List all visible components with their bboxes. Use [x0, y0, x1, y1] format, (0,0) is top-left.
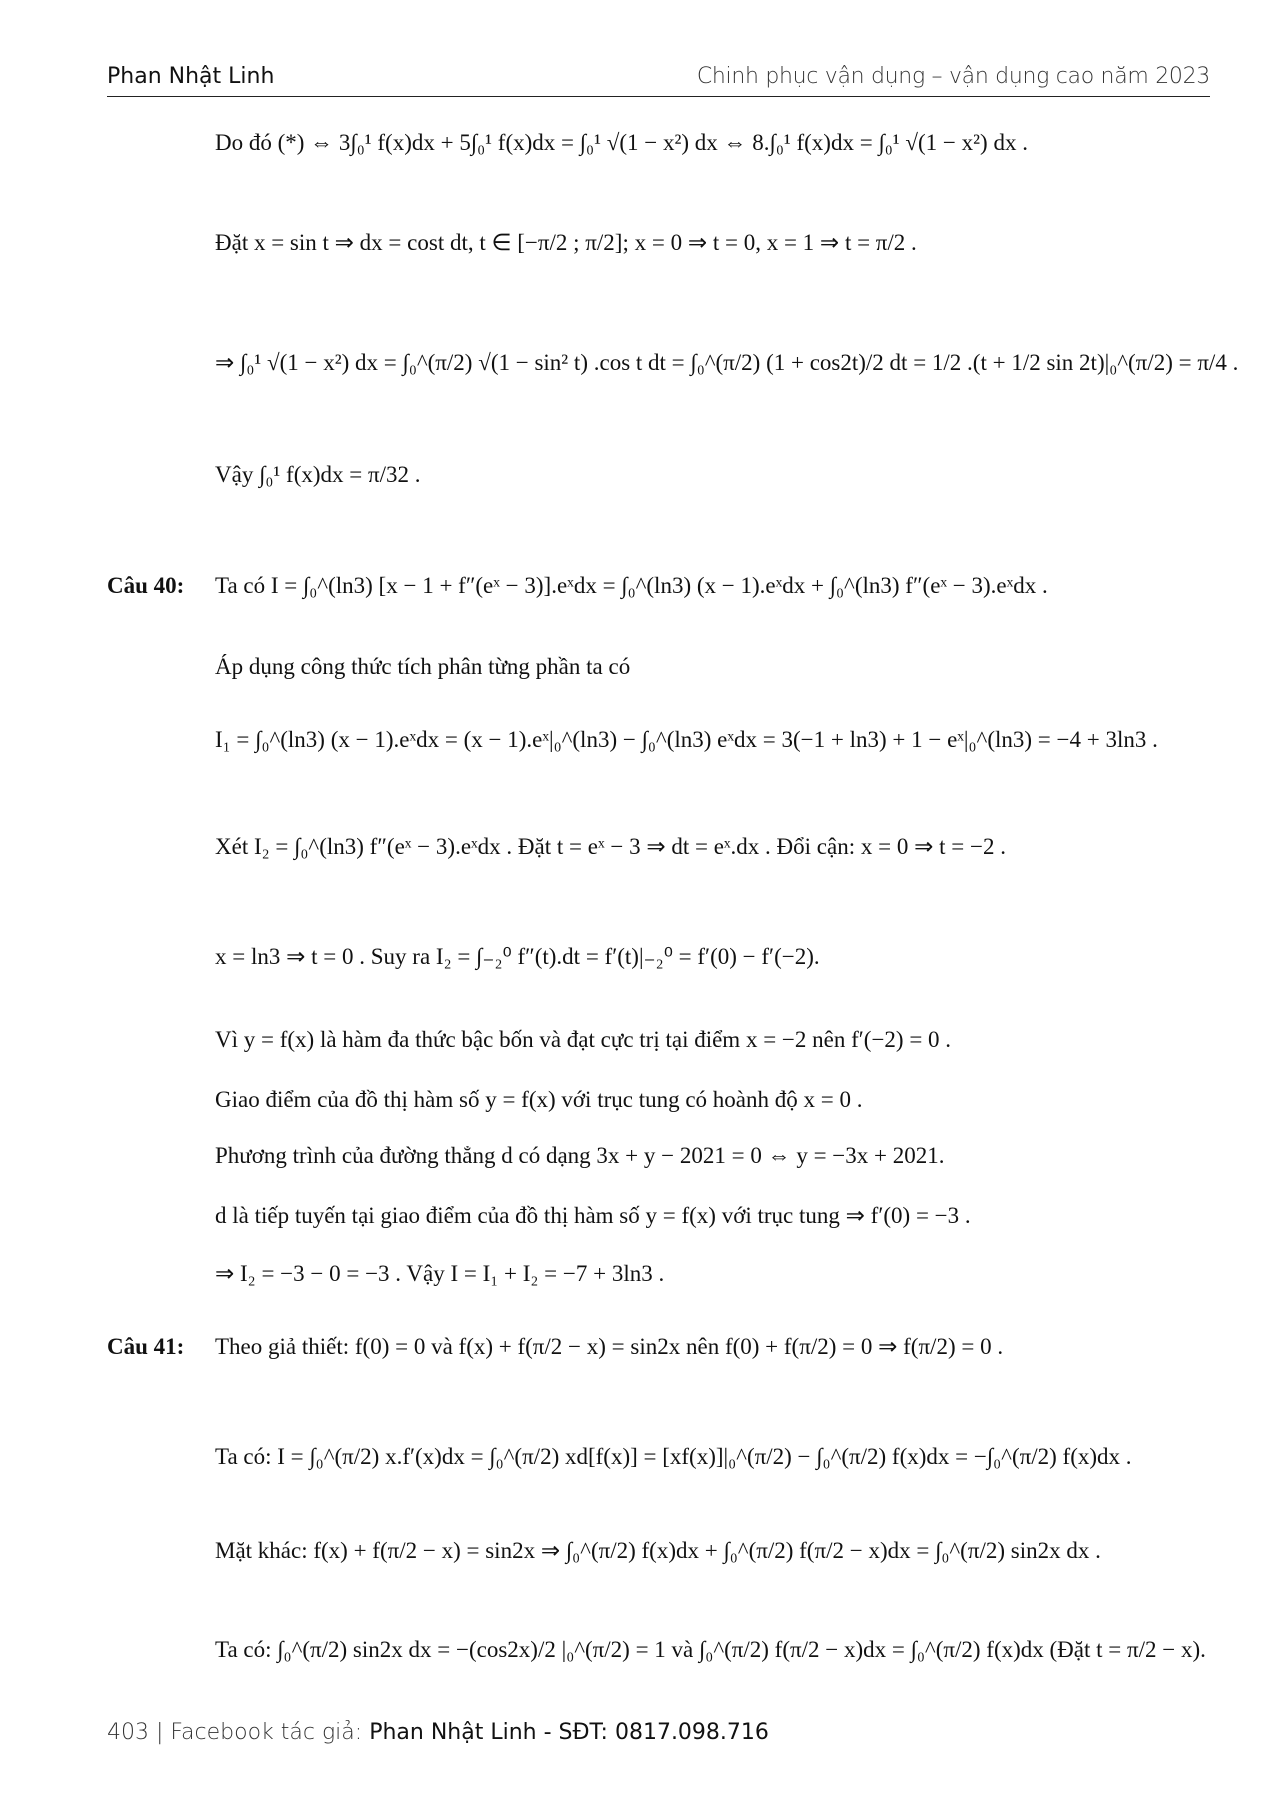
- math-line: Ta có: I = ∫₀^(π/2) x.f′(x)dx = ∫₀^(π/2) xd[f(x)] = [xf(x)]|₀^(π/2) − ∫₀^(π/2) f(x)dx = −∫₀^(π/2) f(x)dx .: [215, 1444, 1132, 1469]
- question-41-label: Câu 41:: [107, 1334, 185, 1359]
- math-line: Do đó (*) ⇔ 3∫₀¹ f(x)dx + 5∫₀¹ f(x)dx = ∫₀¹ √(1 − x²) dx ⇔ 8.∫₀¹ f(x)dx = ∫₀¹ √(1 − x²) dx .: [215, 130, 1028, 155]
- math-line: Ta có I = ∫₀^(ln3) [x − 1 + f″(eˣ − 3)].eˣdx = ∫₀^(ln3) (x − 1).eˣdx + ∫₀^(ln3) f″(eˣ − 3).eˣdx .: [215, 573, 1048, 598]
- math-line: ⇒ ∫₀¹ √(1 − x²) dx = ∫₀^(π/2) √(1 − sin² t) .cos t dt = ∫₀^(π/2) (1 + cos2t)/2 dt = 1/2 .(t + 1/2 sin 2t)|₀^(π/2) = π/4 .: [215, 350, 1239, 375]
- footer-separator: |: [156, 1720, 164, 1745]
- text-line: ⇒ I₂ = −3 − 0 = −3 . Vậy I = I₁ + I₂ = −7 + 3ln3 .: [215, 1261, 665, 1286]
- header-divider: [107, 96, 1210, 97]
- math-line: Ta có: ∫₀^(π/2) sin2x dx = −(cos2x)/2 |₀^(π/2) = 1 và ∫₀^(π/2) f(π/2 − x)dx = ∫₀^(π/2) f(x)dx (Đặt t = π/2 − x).: [215, 1637, 1206, 1662]
- math-line: Xét I₂ = ∫₀^(ln3) f″(eˣ − 3).eˣdx . Đặt t = eˣ − 3 ⇒ dt = eˣ.dx . Đổi cận: x = 0 ⇒ t = −2 .: [215, 834, 1006, 859]
- footer-facebook-label: Facebook tác giả:: [170, 1720, 363, 1745]
- text-line: d là tiếp tuyến tại giao điểm của đồ thị hàm số y = f(x) với trục tung ⇒ f′(0) = −3 .: [215, 1203, 971, 1228]
- question-40-label: Câu 40:: [107, 573, 185, 598]
- math-line: Mặt khác: f(x) + f(π/2 − x) = sin2x ⇒ ∫₀^(π/2) f(x)dx + ∫₀^(π/2) f(π/2 − x)dx = ∫₀^(π/2) sin2x dx .: [215, 1538, 1101, 1563]
- page-number: 403: [107, 1720, 149, 1745]
- footer: [107, 1720, 769, 1745]
- header-author: Phan Nhật Linh: [107, 64, 275, 89]
- text-line: Giao điểm của đồ thị hàm số y = f(x) với trục tung có hoành độ x = 0 .: [215, 1087, 863, 1112]
- header-title: Chinh phục vận dụng – vận dụng cao năm 2023: [696, 64, 1210, 89]
- text-line: Áp dụng công thức tích phân từng phần ta có: [215, 654, 631, 679]
- math-line: x = ln3 ⇒ t = 0 . Suy ra I₂ = ∫₋₂⁰ f″(t).dt = f′(t)|₋₂⁰ = f′(0) − f′(−2).: [215, 944, 820, 969]
- text-line: Phương trình của đường thẳng d có dạng 3x + y − 2021 = 0 ⇔ y = −3x + 2021.: [215, 1143, 945, 1168]
- text-line: Vì y = f(x) là hàm đa thức bậc bốn và đạt cực trị tại điểm x = −2 nên f′(−2) = 0 .: [215, 1027, 952, 1052]
- math-line: Vậy ∫₀¹ f(x)dx = π/32 .: [215, 462, 421, 487]
- math-line: Theo giả thiết: f(0) = 0 và f(x) + f(π/2 − x) = sin2x nên f(0) + f(π/2) = 0 ⇒ f(π/2) = 0 .: [215, 1334, 1004, 1359]
- footer-author: Phan Nhật Linh - SĐT: 0817.098.716: [369, 1720, 769, 1745]
- math-line: I₁ = ∫₀^(ln3) (x − 1).eˣdx = (x − 1).eˣ|₀^(ln3) − ∫₀^(ln3) eˣdx = 3(−1 + ln3) + 1 − eˣ|₀^(ln3) = −4 + 3ln3 .: [215, 727, 1158, 752]
- math-line: Đặt x = sin t ⇒ dx = cost dt, t ∈ [−π/2 ; π/2]; x = 0 ⇒ t = 0, x = 1 ⇒ t = π/2 .: [215, 230, 917, 255]
